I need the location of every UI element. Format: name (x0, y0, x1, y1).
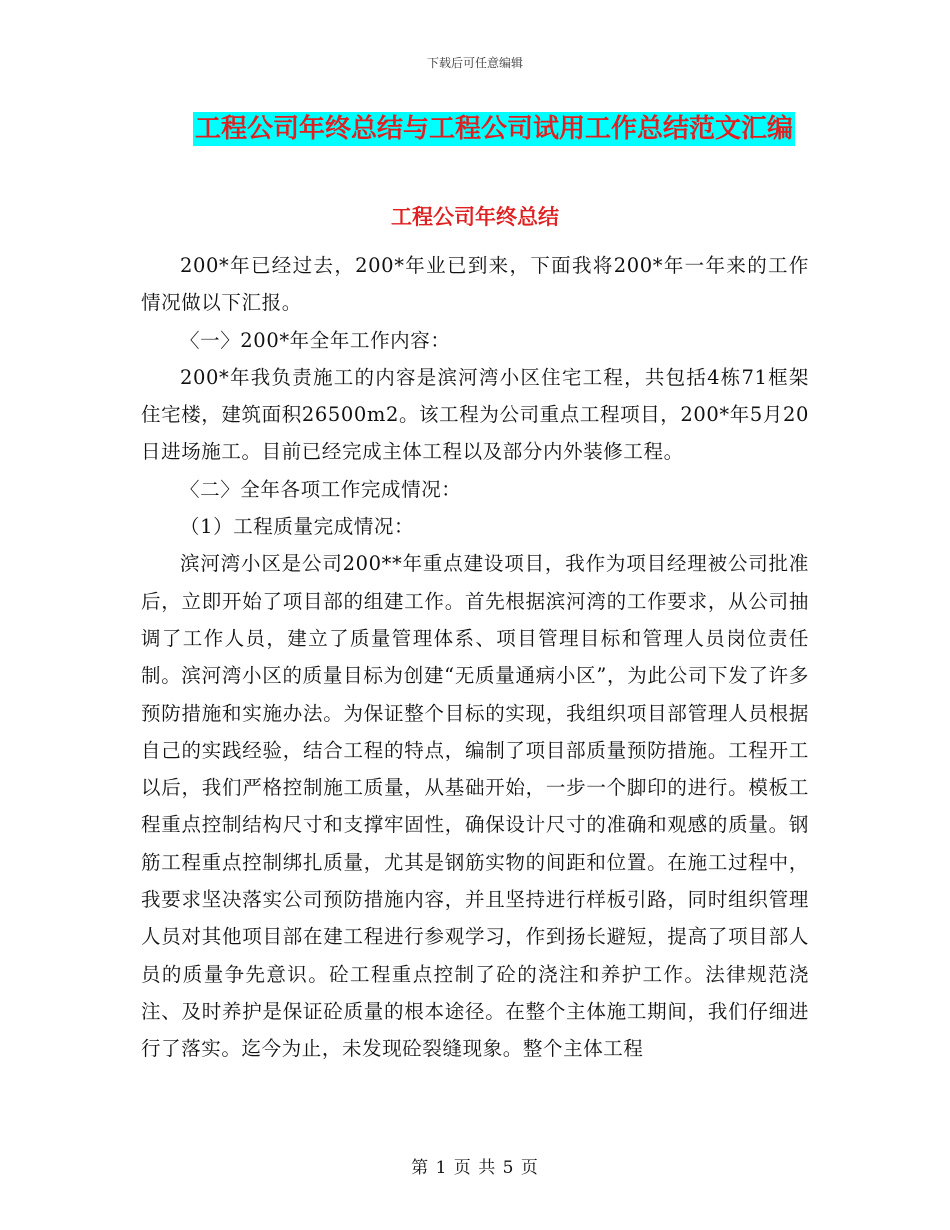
paragraph-heading-2: 〈二〉全年各项工作完成情况： (180, 477, 462, 501)
paragraph-heading-1: 〈一〉200*年全年工作内容： (180, 328, 451, 352)
paragraph-quality-details: 滨河湾小区是公司200**年重点建设项目，我作为项目经理被公司批准后，立即开始了项目部的组建工作。首先根据滨河湾的工作要求，从公司抽调了工作人员，建立了质量管理体系、项目管理目标和管理人员岗位责任制。滨河湾小区的质量目标为创建“无质量通病小区”，为此公司下发了许多预防措施和实施办法。为保证整个目标的实现，我组织项目部管理人员根据自己的实践经验，结合工程的特点，编制了项目部质量预防措施。工程开工以后，我们严格控制施工质量，从基础开始，一步一个脚印的进行。模板工程重点控制结构尺寸和支撑牢固性，确保设计尺寸的准确和观感的质量。钢筋工程重点控制绑扎质量，尤其是钢筋实物的间距和位置。在施工过程中，我要求坚决落实公司预防措施内容，并且坚持进行样板引路，同时组织管理人员对其他项目部在建工程进行参观学习，作到扬长避短，提高了项目部人员的质量争先意识。砼工程重点控制了砼的浇注和养护工作。法律规范浇注、及时养护是保证砼质量的根本途径。在整个主体施工期间，我们仔细进行了落实。迄今为止，未发现砼裂缝现象。整个主体工程 (141, 552, 809, 1061)
paragraph-subheading-quality: （1）工程质量完成情况： (180, 515, 415, 539)
paragraph-intro: 200*年已经过去，200*年业已到来，下面我将200*年一年来的工作情况做以下汇报。 (141, 254, 809, 315)
document-title: 工程公司年终总结与工程公司试用工作总结范文汇编 (195, 114, 794, 144)
paragraph-project-content: 200*年我负责施工的内容是滨河湾小区住宅工程，共包括4栋71框架住宅楼，建筑面积26500m2。该工程为公司重点工程项目，200*年5月20日进场施工。目前已经完成主体工程以及部分内外装修工程。 (141, 365, 809, 464)
document-body (141, 247, 809, 1068)
section-title: 工程公司年终总结 (391, 204, 559, 229)
page-header: 下载后可任意编辑 (426, 56, 523, 70)
page-number-footer: 第 1 页 共 5 页 (411, 1158, 539, 1178)
